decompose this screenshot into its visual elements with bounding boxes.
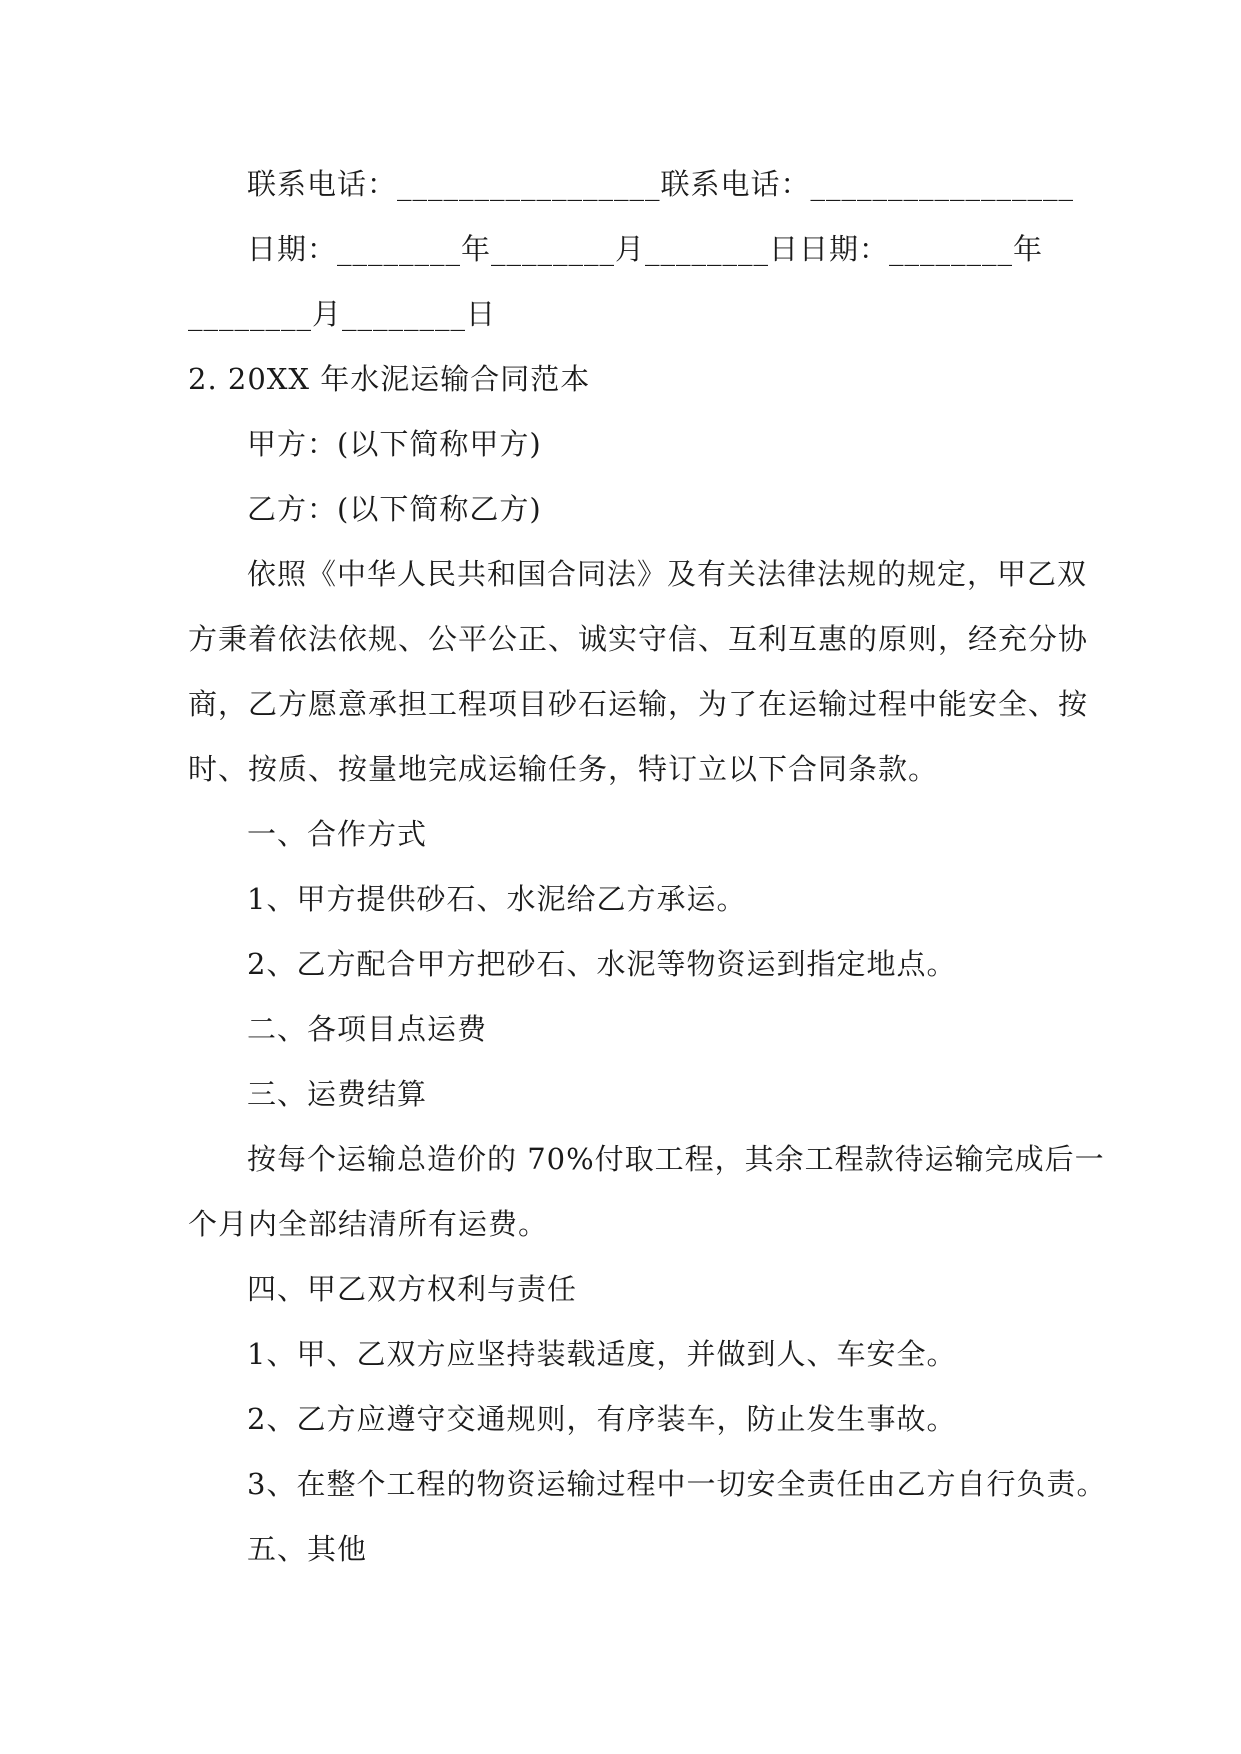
date-line-continued: ________月________日 [188, 297, 497, 331]
paragraph-line: 商，乙方愿意承担工程项目砂石运输，为了在运输过程中能安全、按 [188, 687, 1089, 721]
contact-phone-line: 联系电话：_________________联系电话：_________________ [247, 167, 1075, 201]
clause-heading: 二、各项目点运费 [247, 1012, 488, 1046]
paragraph-line: 时、按质、按量地完成运输任务，特订立以下合同条款。 [188, 752, 939, 786]
clause-item: 2、乙方配合甲方把砂石、水泥等物资运到指定地点。 [247, 947, 957, 981]
paragraph-line: 依照《中华人民共和国合同法》及有关法律法规的规定，甲乙双 [247, 557, 1088, 591]
clause-heading: 五、其他 [247, 1532, 368, 1566]
paragraph-line: 方秉着依法依规、公平公正、诚实守信、互利互惠的原则，经充分协 [188, 622, 1089, 656]
section-heading: 2. 20XX 年水泥运输合同范本 [188, 362, 591, 396]
paragraph-line: 按每个运输总造价的 70%付取工程，其余工程款待运输完成后一 [247, 1142, 1105, 1176]
party-a-line: 甲方：(以下简称甲方) [247, 427, 542, 461]
clause-item: 1、甲方提供砂石、水泥给乙方承运。 [247, 882, 747, 916]
date-line: 日期：________年________月________日日期：________年 [247, 232, 1044, 266]
clause-item: 2、乙方应遵守交通规则，有序装车，防止发生事故。 [247, 1402, 957, 1436]
clause-heading: 三、运费结算 [247, 1077, 428, 1111]
clause-item: 3、在整个工程的物资运输过程中一切安全责任由乙方自行负责。 [247, 1467, 1107, 1501]
clause-item: 1、甲、乙双方应坚持装载适度，并做到人、车安全。 [247, 1337, 957, 1371]
clause-heading: 四、甲乙双方权利与责任 [247, 1272, 578, 1306]
party-b-line: 乙方：(以下简称乙方) [247, 492, 542, 526]
clause-heading: 一、合作方式 [247, 817, 428, 851]
paragraph-line: 个月内全部结清所有运费。 [188, 1207, 549, 1241]
